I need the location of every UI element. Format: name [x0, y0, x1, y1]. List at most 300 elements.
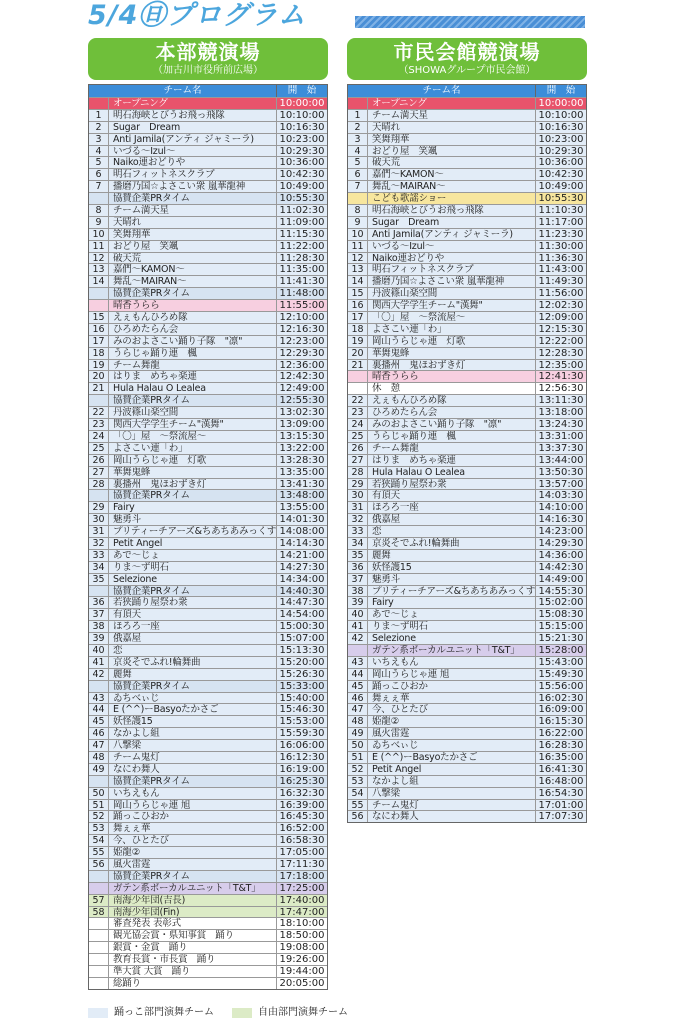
row-number: 3 — [89, 134, 109, 145]
row-team-name: 嘉們〜KAMON〜 — [113, 264, 185, 276]
row-team-name: 協賛企業PRタイム — [113, 585, 190, 597]
row-team-name: ガテン系ボーカルユニット「T&T」 — [372, 644, 520, 656]
row-team-name: Hula Halau O Lealea — [372, 466, 465, 478]
row-number: 38 — [348, 586, 368, 597]
row-start-time: 12:22:00 — [535, 336, 586, 347]
table-row — [348, 596, 586, 608]
table-row — [89, 692, 327, 704]
row-number: 17 — [348, 312, 368, 323]
table-row — [89, 822, 327, 834]
row-team-name: Petit Angel — [372, 763, 422, 775]
row-team-name: 丹波篠山楽空間 — [113, 407, 179, 419]
row-number: 50 — [348, 740, 368, 751]
table-row — [348, 810, 586, 822]
row-number: 10 — [348, 229, 368, 240]
row-number: 5 — [89, 157, 109, 168]
row-team-name: Selezione — [113, 573, 157, 585]
row-number: 55 — [348, 800, 368, 811]
row-number: 29 — [348, 479, 368, 490]
row-start-time: 12:35:00 — [535, 360, 586, 371]
row-start-time: 13:24:30 — [535, 419, 586, 430]
row-number: 40 — [348, 609, 368, 620]
row-start-time: 14:47:30 — [276, 597, 327, 608]
table-row — [348, 252, 586, 264]
row-start-time: 12:16:30 — [276, 324, 327, 335]
row-number — [348, 193, 368, 204]
row-number: 4 — [89, 146, 109, 157]
table-row — [89, 287, 327, 299]
table-row — [89, 145, 327, 157]
row-start-time: 13:50:30 — [535, 467, 586, 478]
row-team-name: 舞乱〜MAIRAN〜 — [372, 181, 446, 193]
row-number: 15 — [348, 288, 368, 299]
table-row — [89, 799, 327, 811]
row-team-name: 踊っこひおか — [113, 811, 169, 823]
row-team-name: 恋 — [372, 526, 382, 537]
row-team-name: Anti Jamila(アンティ ジャミーラ) — [372, 228, 513, 240]
row-number: 53 — [89, 823, 109, 834]
row-number: 13 — [348, 264, 368, 275]
table-row — [348, 216, 586, 228]
row-number: 5 — [348, 157, 368, 168]
row-number: 9 — [348, 217, 368, 228]
row-start-time: 17:11:30 — [276, 859, 327, 870]
row-team-name: いちえもん — [372, 656, 419, 668]
row-team-name: ガテン系ボーカルユニット「T&T」 — [113, 882, 261, 894]
table-row — [89, 870, 327, 882]
row-start-time: 10:23:00 — [276, 134, 327, 145]
row-start-time: 11:41:30 — [276, 276, 327, 287]
table-row — [89, 204, 327, 216]
row-number — [348, 383, 368, 394]
row-number: 37 — [348, 574, 368, 585]
legend-label: 自由部門演舞チーム — [258, 1007, 348, 1018]
table-row — [89, 549, 327, 561]
table-row — [348, 406, 586, 418]
row-number: 8 — [348, 205, 368, 216]
table-row — [348, 513, 586, 525]
row-team-name: 姫龍② — [113, 847, 140, 858]
table-row — [348, 370, 586, 382]
row-team-name: チーム鬼灯 — [372, 799, 419, 811]
row-start-time: 16:09:00 — [535, 704, 586, 715]
row-number: 33 — [348, 526, 368, 537]
table-row — [89, 882, 327, 894]
row-start-time: 11:43:00 — [535, 264, 586, 275]
row-start-time: 16:39:00 — [276, 800, 327, 811]
row-number: 57 — [89, 895, 109, 906]
row-team-name: 協賛企業PRタイム — [113, 193, 190, 205]
table-row — [348, 394, 586, 406]
row-team-name: いちえもん — [113, 787, 160, 799]
row-team-name: 魅勇斗 — [113, 514, 141, 526]
row-team-name: 明石海峡とびうお飛っ飛隊 — [113, 109, 225, 121]
row-start-time: 11:28:30 — [276, 253, 327, 264]
legend-swatch — [88, 1008, 108, 1018]
row-team-name: 協賛企業PRタイム — [113, 775, 190, 787]
table-row — [89, 466, 327, 478]
table-row — [348, 466, 586, 478]
row-number: 45 — [348, 681, 368, 692]
row-team-name: Hula Halau O Lealea — [113, 383, 206, 395]
table-row — [348, 763, 586, 775]
row-number: 23 — [89, 419, 109, 430]
table-row — [89, 834, 327, 846]
row-number: 36 — [89, 597, 109, 608]
row-team-name: えぇもんひろめ隊 — [113, 312, 188, 323]
row-team-name: ひろめたらん会 — [113, 323, 179, 335]
row-start-time: 13:18:00 — [535, 407, 586, 418]
row-start-time: 13:48:00 — [276, 490, 327, 501]
row-start-time: 16:54:30 — [535, 788, 586, 799]
row-number: 16 — [89, 324, 109, 335]
row-start-time: 14:49:00 — [535, 574, 586, 585]
row-team-name: 協賛企業PRタイム — [113, 288, 190, 300]
row-team-name: 今、ひとたび — [372, 704, 428, 716]
row-team-name: 協賛企業PRタイム — [113, 680, 190, 692]
row-start-time: 14:29:30 — [535, 538, 586, 549]
table-row — [89, 97, 327, 109]
row-team-name: 俄嘉屋 — [113, 633, 141, 644]
row-number: 18 — [89, 348, 109, 359]
table-row — [348, 668, 586, 680]
row-number: 51 — [89, 800, 109, 811]
row-number — [89, 954, 109, 965]
row-start-time: 10:36:00 — [276, 157, 327, 168]
row-start-time: 13:28:30 — [276, 455, 327, 466]
row-team-name: 播磨乃国☆よさこい衆 嵐華龍神 — [372, 276, 505, 288]
row-start-time: 15:07:00 — [276, 633, 327, 644]
row-number — [348, 645, 368, 656]
header-decoration-bar — [355, 16, 585, 28]
row-number: 22 — [89, 407, 109, 418]
row-team-name: えぇもんひろめ隊 — [372, 395, 447, 407]
table-row — [348, 715, 586, 727]
table-row — [348, 121, 586, 133]
row-start-time: 16:52:00 — [276, 823, 327, 834]
row-start-time: 13:35:00 — [276, 467, 327, 478]
table-row — [89, 739, 327, 751]
row-start-time: 13:41:30 — [276, 479, 327, 490]
row-team-name: 天晴れ — [372, 121, 400, 133]
row-team-name: 舞ぇぇ華 — [372, 692, 410, 704]
row-number: 45 — [89, 716, 109, 727]
table-row — [348, 620, 586, 632]
row-team-name: あで〜じょ — [372, 609, 419, 621]
row-number: 1 — [89, 110, 109, 121]
table-row — [89, 240, 327, 252]
row-team-name: 麗舞 — [372, 549, 391, 561]
row-number — [89, 978, 109, 989]
table-row — [348, 204, 586, 216]
row-start-time: 15:21:30 — [535, 633, 586, 644]
row-start-time: 15:53:00 — [276, 716, 327, 727]
row-start-time: 13:37:30 — [535, 443, 586, 454]
row-start-time: 14:55:30 — [535, 586, 586, 597]
table-row — [348, 656, 586, 668]
row-start-time: 12:56:30 — [535, 383, 586, 394]
row-team-name: 八撃梁 — [113, 740, 141, 751]
row-start-time: 10:55:30 — [535, 193, 586, 204]
table-row — [348, 430, 586, 442]
legend — [88, 1006, 348, 1020]
col-start-time: 開 始 — [276, 85, 327, 97]
row-number — [89, 681, 109, 692]
table-row — [89, 252, 327, 264]
row-team-name: 華舞鬼蜂 — [372, 347, 410, 359]
venue-header-shimin — [347, 38, 587, 80]
row-team-name: 播磨乃国☆よさこい衆 嵐華龍神 — [113, 181, 246, 193]
row-number — [348, 371, 368, 382]
row-start-time: 15:28:00 — [535, 645, 586, 656]
table-row — [89, 478, 327, 490]
table-row — [89, 561, 327, 573]
table-row — [89, 406, 327, 418]
row-number: 56 — [89, 859, 109, 870]
row-team-name: 「〇」屋 〜祭流屋〜 — [113, 430, 207, 442]
row-team-name: よさこい連「わ」 — [113, 442, 188, 454]
row-start-time: 12:10:00 — [276, 312, 327, 323]
row-start-time: 11:48:00 — [276, 288, 327, 299]
row-number: 6 — [348, 169, 368, 180]
table-row — [348, 109, 586, 121]
table-row — [89, 846, 327, 858]
row-start-time: 15:15:00 — [535, 621, 586, 632]
row-number: 2 — [348, 122, 368, 133]
row-team-name: 岡山うらじゃ連 灯歌 — [113, 454, 207, 466]
row-number: 49 — [89, 764, 109, 775]
row-number: 23 — [348, 407, 368, 418]
row-start-time: 10:23:00 — [535, 134, 586, 145]
legend-item — [88, 1006, 214, 1020]
row-number: 43 — [348, 657, 368, 668]
row-number: 29 — [89, 502, 109, 513]
table-row — [89, 858, 327, 870]
table-row — [89, 394, 327, 406]
table-row — [348, 97, 586, 109]
row-start-time: 15:26:30 — [276, 669, 327, 680]
row-start-time: 14:14:30 — [276, 538, 327, 549]
row-start-time: 10:29:30 — [535, 146, 586, 157]
row-start-time: 12:02:30 — [535, 300, 586, 311]
row-team-name: 協賛企業PRタイム — [113, 395, 190, 407]
table-row — [348, 359, 586, 371]
row-team-name: Naiko連おどりや — [372, 252, 445, 264]
row-number: 3 — [348, 134, 368, 145]
row-team-name: 岡山うらじゃ連 旭 — [113, 799, 191, 811]
row-start-time: 19:08:00 — [276, 942, 327, 953]
row-number: 31 — [89, 526, 109, 537]
row-team-name: りま〜ず明石 — [372, 621, 428, 633]
row-number: 6 — [89, 169, 109, 180]
row-start-time: 13:02:30 — [276, 407, 327, 418]
table-row — [89, 442, 327, 454]
table-row — [89, 216, 327, 228]
row-number: 49 — [348, 728, 368, 739]
row-team-name: 晴香うらら — [113, 300, 160, 312]
row-start-time: 17:07:30 — [535, 811, 586, 822]
row-start-time: 10:42:30 — [535, 169, 586, 180]
row-team-name: E (^^)ーBasyoたかさご — [113, 704, 219, 716]
row-number: 10 — [89, 229, 109, 240]
row-start-time: 15:46:30 — [276, 704, 327, 715]
row-start-time: 13:09:00 — [276, 419, 327, 430]
row-number: 54 — [89, 835, 109, 846]
row-start-time: 12:29:30 — [276, 348, 327, 359]
schedule-table-shimin — [347, 84, 587, 823]
row-number: 16 — [348, 300, 368, 311]
table-row — [89, 537, 327, 549]
table-header — [348, 85, 586, 97]
row-team-name: チーム舞龍 — [113, 359, 160, 371]
row-team-name: 俄嘉屋 — [372, 514, 400, 526]
row-start-time: 14:03:30 — [535, 490, 586, 501]
row-number: 35 — [89, 574, 109, 585]
row-number — [89, 930, 109, 941]
row-team-name: 関西大学学生チーム"漢舞" — [113, 419, 224, 430]
row-start-time: 14:42:30 — [535, 562, 586, 573]
table-row — [348, 799, 586, 811]
table-row — [89, 917, 327, 929]
table-row — [89, 513, 327, 525]
table-row — [348, 228, 586, 240]
table-row — [348, 644, 586, 656]
row-number: 11 — [348, 241, 368, 252]
row-number — [89, 918, 109, 929]
table-row — [348, 133, 586, 145]
row-team-name: 舞ぇぇ華 — [113, 823, 151, 835]
row-team-name: 京炎そでふれ!輪舞曲 — [113, 656, 201, 668]
row-start-time: 11:30:00 — [535, 241, 586, 252]
row-start-time: 15:00:30 — [276, 621, 327, 632]
row-number: 21 — [348, 360, 368, 371]
row-start-time: 14:08:00 — [276, 526, 327, 537]
row-start-time: 10:16:30 — [535, 122, 586, 133]
row-start-time: 18:50:00 — [276, 930, 327, 941]
row-number: 13 — [89, 264, 109, 275]
table-row — [348, 680, 586, 692]
row-team-name: 有頂天 — [113, 609, 141, 621]
row-number: 42 — [348, 633, 368, 644]
row-team-name: よさこい連「わ」 — [372, 323, 447, 335]
row-start-time: 17:18:00 — [276, 871, 327, 882]
row-start-time: 13:31:00 — [535, 431, 586, 442]
row-team-name: 天晴れ — [113, 216, 141, 228]
row-start-time: 14:34:00 — [276, 574, 327, 585]
row-team-name: 明石フィットネスクラブ — [113, 169, 215, 181]
table-row — [89, 608, 327, 620]
row-number: 15 — [89, 312, 109, 323]
row-start-time: 14:16:30 — [535, 514, 586, 525]
row-start-time: 10:49:00 — [276, 181, 327, 192]
row-number: 53 — [348, 776, 368, 787]
row-number: 27 — [89, 467, 109, 478]
row-team-name: 麗舞 — [113, 668, 132, 680]
row-start-time: 16:06:00 — [276, 740, 327, 751]
row-start-time: 11:55:00 — [276, 300, 327, 311]
col-team-name: チーム名 — [422, 85, 461, 96]
row-start-time: 17:01:00 — [535, 800, 586, 811]
row-number: 54 — [348, 788, 368, 799]
row-number: 34 — [348, 538, 368, 549]
table-row — [89, 228, 327, 240]
table-row — [348, 240, 586, 252]
row-start-time: 11:35:00 — [276, 264, 327, 275]
row-number: 28 — [89, 479, 109, 490]
table-row — [348, 501, 586, 513]
row-number — [89, 98, 109, 109]
row-number: 39 — [89, 633, 109, 644]
row-start-time: 12:49:00 — [276, 383, 327, 394]
row-start-time: 17:25:00 — [276, 883, 327, 894]
row-start-time: 10:49:00 — [535, 181, 586, 192]
row-team-name: うらじゃ踊り連 楓 — [113, 347, 197, 359]
row-start-time: 12:28:30 — [535, 348, 586, 359]
table-row — [348, 537, 586, 549]
row-number: 8 — [89, 205, 109, 216]
table-row — [348, 442, 586, 454]
row-number: 36 — [348, 562, 368, 573]
table-row — [89, 632, 327, 644]
table-row — [348, 608, 586, 620]
row-number: 43 — [89, 693, 109, 704]
table-row — [89, 382, 327, 394]
table-row — [89, 775, 327, 787]
row-start-time: 10:29:30 — [276, 146, 327, 157]
table-row — [348, 703, 586, 715]
row-team-name: 若狭踊り屋祭わ衆 — [113, 597, 188, 609]
table-row — [348, 561, 586, 573]
row-start-time: 15:08:30 — [535, 609, 586, 620]
table-row — [348, 287, 586, 299]
row-start-time: 11:15:30 — [276, 229, 327, 240]
table-row — [348, 263, 586, 275]
row-start-time: 16:32:30 — [276, 788, 327, 799]
row-start-time: 15:20:00 — [276, 657, 327, 668]
row-team-name: うらじゃ踊り連 楓 — [372, 430, 456, 442]
table-row — [89, 109, 327, 121]
row-team-name: 関西大学学生チーム"漢舞" — [372, 300, 483, 312]
table-row — [89, 347, 327, 359]
row-start-time: 15:13:30 — [276, 645, 327, 656]
row-number: 26 — [348, 443, 368, 454]
row-team-name: 岡山うらじゃ連 旭 — [372, 668, 450, 680]
row-start-time: 14:54:00 — [276, 609, 327, 620]
row-number: 55 — [89, 847, 109, 858]
row-team-name: 審査発表 表彰式 — [113, 918, 181, 930]
venue-subtitle: （SHOWAグループ市民会館） — [398, 65, 536, 76]
row-number — [89, 300, 109, 311]
row-team-name: 有頂天 — [372, 490, 400, 502]
row-start-time: 10:00:00 — [276, 98, 327, 109]
row-number — [89, 966, 109, 977]
row-number: 12 — [89, 253, 109, 264]
row-start-time: 13:22:00 — [276, 443, 327, 454]
row-number — [89, 586, 109, 597]
table-row — [89, 489, 327, 501]
row-start-time: 16:12:30 — [276, 752, 327, 763]
table-row — [89, 299, 327, 311]
row-team-name: 教育長賞・市長賞 踊り — [113, 954, 216, 966]
row-number — [89, 193, 109, 204]
row-team-name: 銀賞・金賞 踊り — [113, 942, 188, 954]
row-number: 58 — [89, 907, 109, 918]
table-row — [348, 525, 586, 537]
row-number: 14 — [348, 276, 368, 287]
row-start-time: 13:11:30 — [535, 395, 586, 406]
table-row — [348, 573, 586, 585]
row-number: 42 — [89, 669, 109, 680]
